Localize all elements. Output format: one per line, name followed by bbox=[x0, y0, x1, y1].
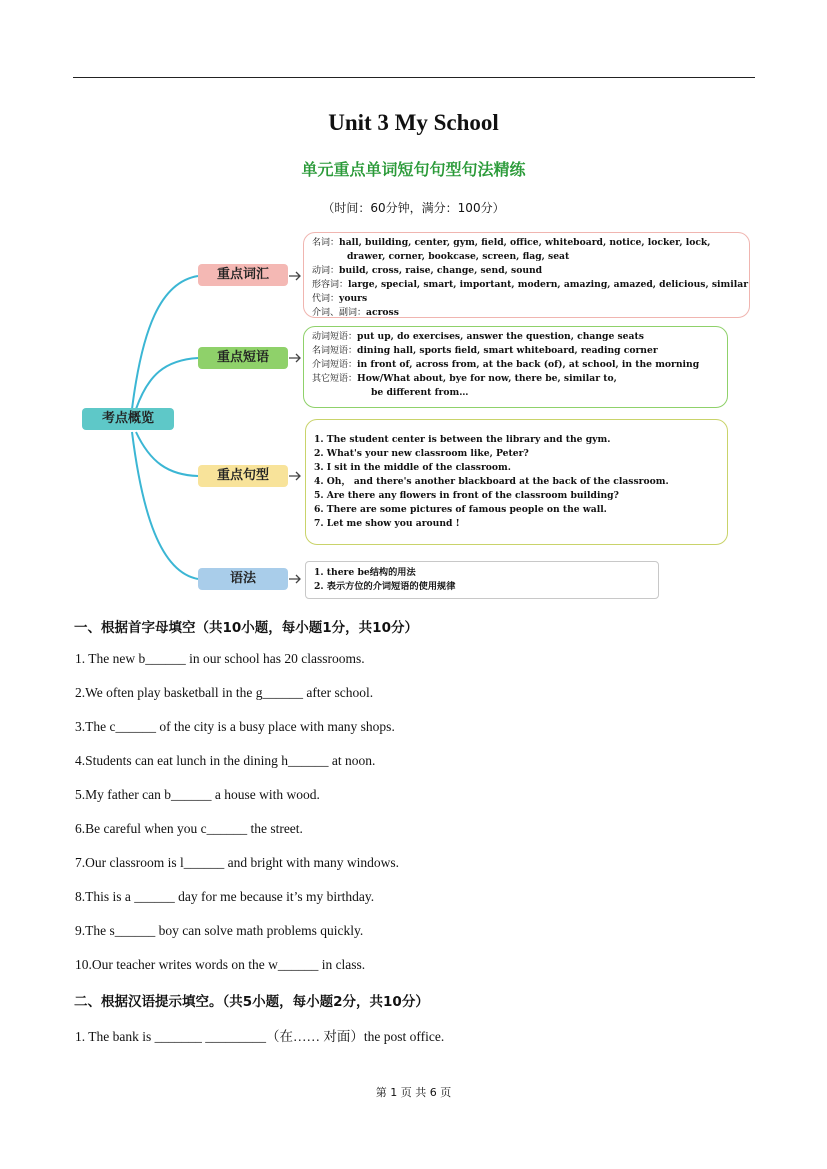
mindmap-root: 考点概览 bbox=[82, 408, 174, 430]
sentence-line: 5. Are there any flowers in front of the classroom building? bbox=[314, 490, 619, 501]
sentence-line: 1. The student center is between the library and the gym. bbox=[314, 434, 611, 445]
question-item: 7.Our classroom is l______ and bright with many windows. bbox=[75, 855, 399, 870]
question-item: 1. The new b______ in our school has 20 classrooms. bbox=[75, 651, 365, 666]
section1-heading: 一、根据首字母填空（共10小题，每小题1分，共10分） bbox=[74, 620, 418, 636]
vocab-line: 动词：build, cross, raise, change, send, sound bbox=[312, 265, 543, 276]
mindmap-sentences-label: 重点句型 bbox=[198, 465, 288, 487]
phrase-line: be different from… bbox=[371, 387, 469, 398]
connector-sentences bbox=[136, 432, 198, 476]
vocab-line: drawer, corner, bookcase, screen, flag, seat bbox=[347, 251, 570, 262]
sentence-line: 6. There are some pictures of famous people on the wall. bbox=[314, 504, 607, 515]
question-item: 2.We often play basketball in the g______ after school. bbox=[75, 685, 374, 700]
question-item: 9.The s______ boy can solve math problems quickly. bbox=[75, 923, 364, 938]
connector-grammar bbox=[132, 432, 198, 579]
sentence-line: 3. I sit in the middle of the classroom. bbox=[314, 462, 511, 473]
phrase-line: 动词短语：put up, do exercises, answer the question, change seats bbox=[312, 331, 644, 342]
sentence-line: 7. Let me show you around ! bbox=[314, 518, 460, 529]
arrow-sentences bbox=[289, 472, 300, 480]
phrase-line: 名词短语：dining hall, sports field, smart whiteboard, reading corner bbox=[312, 345, 658, 356]
question-item: 6.Be careful when you c______ the street. bbox=[75, 821, 303, 836]
arrow-phrases bbox=[289, 354, 300, 362]
connector-vocab bbox=[132, 276, 198, 409]
page-title: Unit 3 My School bbox=[328, 110, 499, 135]
arrow-grammar bbox=[289, 575, 300, 583]
mindmap-phrases-label: 重点短语 bbox=[198, 347, 288, 369]
exam-timing: （时间：60分钟，满分：100分） bbox=[322, 201, 505, 215]
grammar-line: 1. there be结构的用法 bbox=[314, 567, 416, 578]
vocab-line: 形容词：large, special, smart, important, modern, amazing, amazed, delicious, similar bbox=[312, 279, 749, 290]
connector-phrases bbox=[136, 358, 198, 409]
question-item: 10.Our teacher writes words on the w______ in class. bbox=[75, 957, 366, 972]
question-item: 8.This is a ______ day for me because it’s my birthday. bbox=[75, 889, 375, 904]
question-item: 3.The c______ of the city is a busy place with many shops. bbox=[75, 719, 395, 734]
arrow-vocab bbox=[289, 272, 300, 280]
mindmap-vocab-label: 重点词汇 bbox=[198, 264, 288, 286]
sentence-line: 4. Oh， and there's another blackboard at the back of the classroom. bbox=[314, 476, 669, 487]
vocab-box bbox=[303, 232, 750, 318]
question-item: 4.Students can eat lunch in the dining h______ at noon. bbox=[75, 753, 376, 768]
grammar-box bbox=[305, 561, 659, 599]
sentences-box bbox=[305, 419, 728, 545]
vocab-line: 名词：hall, building, center, gym, field, office, whiteboard, notice, locker, lock, bbox=[312, 237, 711, 248]
section2-heading: 二、根据汉语提示填空。（共5小题，每小题2分，共10分） bbox=[74, 994, 429, 1010]
grammar-line: 2. 表示方位的介词短语的使用规律 bbox=[314, 581, 456, 592]
vocab-line: 代词：yours bbox=[312, 293, 368, 304]
phrase-line: 其它短语：How/What about, bye for now, there be, similar to, bbox=[312, 373, 617, 384]
mindmap-grammar-label: 语法 bbox=[198, 568, 288, 590]
page-subtitle: 单元重点单词短句句型句法精练 bbox=[301, 160, 526, 179]
page-number: 第 1 页 共 6 页 bbox=[375, 1086, 452, 1099]
sentence-line: 2. What's your new classroom like, Peter? bbox=[314, 448, 529, 459]
vocab-line: 介词、副词：across bbox=[312, 307, 399, 318]
question-item: 1. The bank is _______ _________（在…… 对面）the post office. bbox=[75, 1029, 445, 1044]
phrase-line: 介词短语：in front of, across from, at the back (of), at school, in the morning bbox=[312, 359, 700, 370]
question-item: 5.My father can b______ a house with wood. bbox=[75, 787, 320, 802]
phrases-box bbox=[303, 326, 728, 408]
